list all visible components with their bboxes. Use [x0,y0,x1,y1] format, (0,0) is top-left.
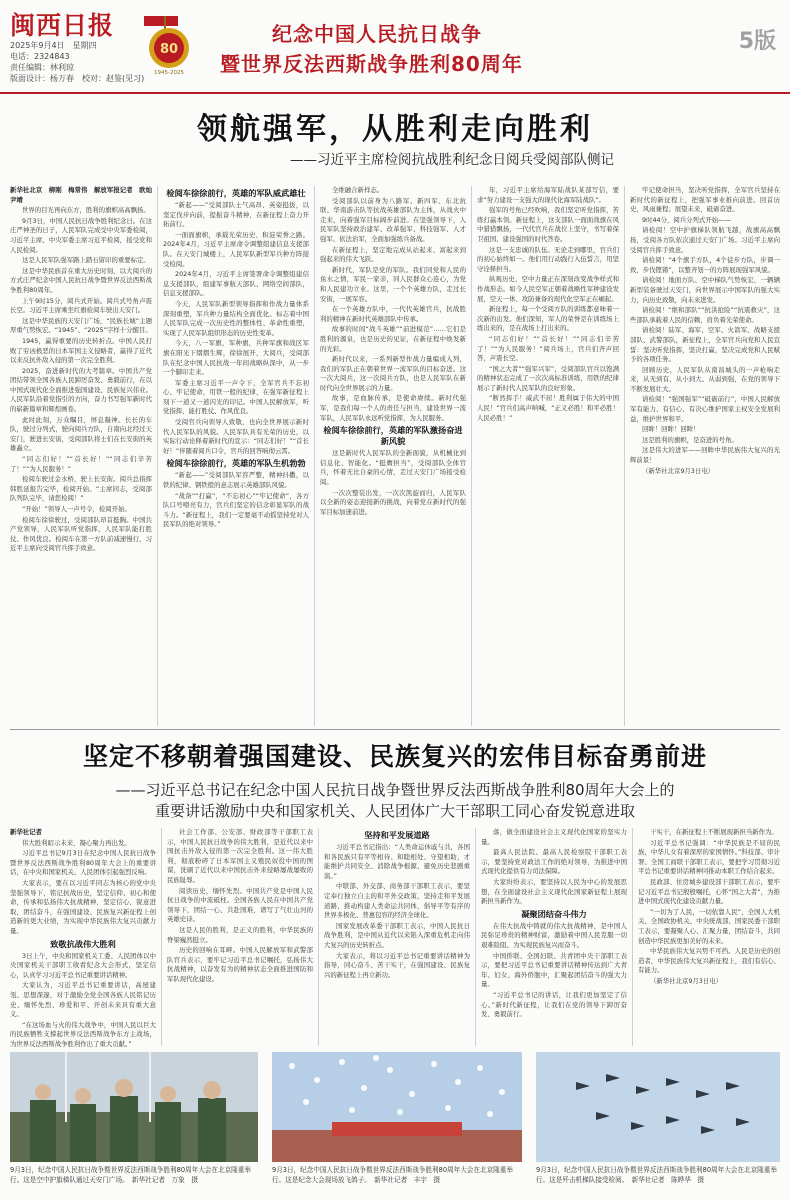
article1-subheading-2: 检阅车徐徐前行，英雄的军队生机勃勃 [166,458,306,469]
paragraph: 受阅官兵向领导人致敬，也向全世界展示新时代人民军队的风貌。人民军队具有光荣的历史，以实际行动诠释着新时代的宣示：“同志们好！”“首长好！”伴随着阅兵口令，官兵的回答响彻云霄。 [163,418,309,455]
paragraph: 3日上午，中央和国家机关工委、人民团体以中央国家机关干部职工收看纪念大会形式，坚定信心，认真学习习近平总书记重要讲话精神。 [10,951,156,979]
paragraph: “战备”“打赢”，“不忘初心”“牢记使命”，各方队口号嘹亮有力，官兵们坚定的信念彰显军队的战斗力。“新征程上，我们一定要毫不动摇坚持党对人民军队的绝对领导。” [163,491,309,529]
article1-column-2 [163,186,309,726]
article2-column-3 [324,828,470,1046]
paragraph: “新起——”受阅部队士气高昂、英姿挺拔，以坚定伐步向前，提振奋斗精神，在新征程上奋力开拓前行。 [163,201,309,229]
paragraph: 习近平总书记9月3日在纪念中国人民抗日战争暨世界反法西斯战争胜利80周年大会上的重要讲话，在中央和国家机关、人民团体引起强烈反响。 [10,849,156,877]
photo-doves [272,1052,522,1162]
paragraph: 新时代，军队是党的军队。我们同党和人民的鱼水之情，军民一家亲，同人民群众心连心，为党和人民建功立业。这里，一个个英雄方队，走过长安街，一展军容。 [320,265,466,303]
paragraph: 大家纷纷表示，要坚持以人民为中心的发展思想，在全面建设社会主义现代化国家新征程上展现新担当新作为。 [481,877,627,906]
phone: 电话：2324843 [10,52,70,61]
publication-meta [10,40,144,84]
section-divider [10,729,780,730]
designer: 版面设计：杨万春 校对：赵鉴(见习) [10,74,145,83]
paragraph: 9月3日，中国人民抗日战争胜利纪念日。在这庄严神圣的日子，人民军队完成受中央军委检阅，习近平主席、中央军委主席习近平检阅，接受党和人民检阅。 [10,216,152,254]
paragraph: 中国侨联、全国妇联、共青团中央干部职工表示，要把习近平总书记重要讲话精神传达到广大青年、妇女、海外侨胞中，汇聚起团结奋斗的强大力量。 [481,951,627,989]
paragraph: 一面面旗帜，承载光荣历史、积淀荣誉之路。2024年4月，习近平主席命令调整组建信息支援部队。在天安门城楼上，人民军队新型军兵种方阵接受检阅。 [163,230,309,268]
paragraph: 中华民族伟大复兴势不可挡。人民是历史的创造者，中华民族伟大复兴新征程上，我们有信心、有能力。 [638,947,780,975]
paragraph: 军委主席习近平一声令下，全军官兵不忘初心、牢记使命，用铁一般的纪律，在强军新征程上刻下一道又一道闪光的印记。中国人民解放军，听党指挥、能打胜仗、作风优良。 [163,378,309,416]
paragraph: 请检阅！“维和部队”“抗洪抢险”“抗震救灾”，这些部队承载着人民的信赖，肩负着光荣使命。 [630,306,780,324]
paragraph: 这是伟大的进军——回眸中华民族伟大复兴的光辉前景！ [630,446,780,465]
paragraph: 检阅车徐徐驶过，受阅部队昂首挺胸。中国共产党领导，人民军队听党指挥，人民军队能打胜仗、作风优良。检阅车在第一方队前减速慢行，习近平主席向受阅官兵挥手致意。 [10,515,152,553]
paragraph: 回顾历史，人民军队从南昌城头的一声枪响走来，从无到有、从小到大、从弱到强，在党的领导下不断发展壮大。 [630,365,780,393]
article1-subheading-1: 检阅车徐徐前行，英雄的军队威武雄壮 [166,188,306,198]
paragraph: “断然挥手！威武不屈！胜利属于伟大的中国人民！”官兵们高声呐喊，“正义必胜！和平必胜！人民必胜！” [477,394,619,422]
paragraph: 国家发展改革委干部职工表示，中国人民抗日战争胜利，是中国从近代以来陷入深重危机走向伟大复兴的历史转折点。 [324,921,470,949]
edition-number: 5版 [738,29,776,54]
article1-subhead: ——习近平主席检阅抗战胜利纪念日阅兵受阅部队侧记 [290,152,614,168]
article1-subheading-3: 检阅车徐徐前行，英雄的军队激扬奋进新风貌 [323,425,463,447]
column-divider [314,186,315,726]
paragraph: 民政部、住房城乡建设部干部职工表示，要牢记习近平总书记殷殷嘱托，心怀“国之大者”，为推进中国式现代化建设贡献力量。 [638,877,780,906]
article1-column-1 [10,186,159,726]
paragraph: “开始！”领导人一声号令，检阅开始。 [22,505,131,513]
anniversary-emblem [142,14,196,76]
paragraph: 在伟大抗战中铸就的伟大抗战精神，是中国人民弥足珍贵的精神财富，激励着中国人民克服一切艰难险阻、为实现民族复兴而奋斗。 [481,921,627,949]
paragraph: 习近平总书记指出：“人类命运休戚与共，各国和各民族只有平等相待、和睦相处、守望相助，才能维护共同安全、消除战争根源、避免历史悲剧重演。” [324,843,470,880]
paragraph: 请检阅！“4个旗手方队，4个徒步方队，步调一致，步伐铿锵”，以整齐划一的方阵展现强军风貌。 [630,256,780,274]
article1-byline: 新华社北京 柳刚 梅常伟 解放军报记者 欧灿 尹靖 [10,186,159,204]
article2-subheading-2: 坚持和平发展道路 [364,830,430,840]
banner-line-2: 暨世界反法西斯战争胜利80周年 [220,52,523,76]
paragraph: “国之大者”“强军兴军”，受阅部队官兵以饱满的精神状态完成了一次次高标准训练，用铁的纪律展示了新时代人民军队的良好形象。 [477,364,619,392]
column-divider [471,186,472,726]
paragraph: “新起——”受阅部队军容严整，精神抖擞，以铁的纪律、钢铁般的意志展示英雄部队风貌。 [163,471,309,490]
article2-subhead-line-1: ——习近平总书记在纪念中国人民抗日战争暨世界反法西斯战争胜利80周年大会上的 [115,781,675,799]
paragraph: 牢记使命担当，坚决听党指挥，全军官兵坚持在新时代的新征程上，把强军事业推向前进。回首历史，风雨兼程；展望未来，砥砺奋进。 [630,186,780,214]
article1-column-5 [630,186,780,726]
article2-column-1 [10,828,156,1046]
banner-line-1: 纪念中国人民抗日战争 [272,22,482,46]
paragraph: 今天，八一军旗，军种旗，兵种军旗和战区军旗在阳光下熠熠生辉，徐徐展开，大阅兵，受阅部队在纪念中国人民抗战一年间战略纵深中，从一步一个脚印走来。 [163,339,309,377]
paragraph: 中联部、外交部、商务部干部职工表示，要坚定奉行独立自主的和平外交政策，坚持走和平发展道路，推动构建人类命运共同体，倡导平等有序的世界多极化、普惠包容的经济全球化。 [324,882,470,920]
paragraph: 最高人民法院、最高人民检察院干部职工表示，要坚持党对政法工作的绝对领导，为推进中国式现代化提供有力司法保障。 [481,848,627,876]
paragraph: 全维融合新样态。 [332,186,384,194]
paragraph: 请检阅！陆军、海军、空军、火箭军、战略支援部队、武警部队，新征程上，全军官兵向党和人民宣誓：坚决听党指挥，坚决打赢，坚决完成党和人民赋予的各项任务。 [630,326,780,364]
paragraph: 请检阅！空中护旗梯队领航飞越，战旗高高飘扬，受阅各方队依次通过天安门广场。习近平主席向受阅官兵挥手致意。 [630,226,780,254]
paragraph: 故事的时间“战斗英雄”“前进模范”……它们是胜利的源泉，也是历史的见证，在新征程中焕发新的光彩。 [320,325,466,353]
paragraph: 强军的号角已经吹响，我们坚定听党指挥，苦练打赢本领。新征程上，这支部队一面面战旗在风中猎猎飘扬，一代代官兵在战位上坚守，书写着保卫祖国、建设强国的时代答卷。 [477,206,619,243]
paragraph: 社会工作部、公安部、财政部等干部职工表示，中国人民抗日战争的伟大胜利，是近代以来中国抗击外敌入侵的第一次完全胜利。这一伟大胜利，彻底粉碎了日本军国主义殖民奴役中国的图谋，洗刷了近代以来中国抗击外来侵略屡战屡败的民族耻辱。 [167,828,313,884]
paragraph: 历史的回响在耳畔。中国人民解放军和武警部队官兵表示，要牢记习近平总书记嘱托，弘扬伟大抗战精神，以奋发有为的精神状态全面推进国防和军队现代化建设。 [167,946,313,983]
paragraph: 受阅部队以前身为八路军、新四军、东北抗联、华南游击队等抗战英雄部队为主体，从战火中走来，向着强军目标阔步前进。在坚强领导下，人民军队坚持政治建军、改革强军、科技强军、人才强军、依法治军，全面加强练兵备战。 [320,196,466,243]
paragraph: 大家认为，习近平总书记重要讲话，高屋建瓴、思想深邃，对于激励全党全国各族人民铭记历史、缅怀先烈、珍爱和平、开创未来具有重大意义。 [10,981,156,1019]
paragraph: 伟大胜利昭示未来，凝心聚力再出发。 [22,838,131,847]
article2-headline: 坚定不移朝着强国建设、民族复兴的宏伟目标奋勇前进 [82,742,707,771]
paragraph: 这是中华民族的天安门广场，“民族长城”主题厚重气势恢宏。“1945”、“2025”字样十分醒目。 [10,316,152,335]
paragraph: “同志们好！”“首长好！”“同志们辛苦了！”“为人民服务！” [10,455,152,473]
paragraph: 这是一支忠诚的队伍。无论走到哪里，官兵们的初心始终如一。他们用行动践行入伍誓言，用坚守诠释担当。 [477,245,619,273]
paragraph: 2025，奋进新时代的大考篇章。中国共产党团结带领全国各族人民踔厉奋发、勇毅前行，在以中国式现代化全面推进强国建设、民族复兴伟业。人民军队沿着党指引的方向，奋力书写强军新时代的崭新篇章和辉煌画卷。 [10,366,152,414]
photo-2-caption: 9月3日，纪念中国人民抗日战争暨世界反法西斯战争胜利80周年大会在北京隆重举行。这是纪念大会现场放飞鸽子。 新华社记者 丰宇 摄 [272,1166,513,1184]
article1-column-4 [477,186,619,726]
paragraph: 纵观历史，空中力量正在深刻改变战争样式和作战形态。如今人民空军正朝着战略性军种建设发展，空天一体、攻防兼备的现代化空军正在崛起。 [477,275,619,303]
paper-name: 闽西日报 [10,11,115,40]
paragraph: “在这场血与火的伟大战争中，中国人民以巨大的民族牺牲支撑起世界反法西斯战争东方主战场，为世界反法西斯战争胜利作出了重大贡献。” [10,1020,156,1048]
column-divider [157,186,158,726]
paragraph: 新征程上，每一个受阅方队的训练都意味着一次新的出发。他们深知，军人的荣誉是在训练场上练出来的，是在战场上打出来的。 [477,305,619,333]
article2-column-4 [481,828,627,1046]
paragraph: 大家表示，将以习近平总书记重要讲话精神为指导，同心奋斗、苦干实干，在强国建设、民族复兴的新征程上再立新功。 [324,951,470,979]
paragraph: 这是人民的胜利，是正义的胜利，中华民族的脊梁巍然挺立。 [167,925,313,944]
column-divider [318,828,319,1046]
paragraph: （新华社北京9月3日电） [642,466,715,475]
issue-date: 2025年9月4日 星期四 [10,41,97,50]
masthead [0,0,790,94]
article2-column-5 [638,828,780,1046]
paragraph: 这是新时代人民军队的全新面貌，从机械化到信息化、智能化。“挺膺担当”，受阅部队全体官兵，怀着无比自豪的心情，走过天安门广场接受检阅。 [320,449,466,487]
paragraph: “同志们好！”“首长好！”“同志们辛苦了！”“为人民服务！”阅兵场上，官兵们齐声回答，声震长空。 [477,334,619,363]
article1-column-3 [320,186,466,726]
paragraph: 这是中华民族首在重大历史时刻，以大阅兵的方式庄严纪念中国人民抗日战争暨世界反法西斯战争胜利80周年。 [10,266,152,294]
editor: 责任编辑：林利琼 [10,63,74,72]
paragraph: 这是人民军队强军路上踏石留印的重要标定。 [22,256,150,265]
paragraph: 落，做全面建设社会主义现代化国家的坚实力量。 [481,828,627,846]
photo-3-caption: 9月3日，纪念中国人民抗日战争暨世界反法西斯战争胜利80周年大会在北京隆重举行。这是歼击机梯队接受检阅。 新华社记者 陈晔华 摄 [536,1166,777,1184]
photo-1-caption: 9月3日，纪念中国人民抗日战争暨世界反法西斯战争胜利80周年大会在北京隆重举行。这是空中护旗梯队通过天安门广场。 新华社记者 万象 摄 [10,1166,251,1184]
photo-aircraft [536,1052,780,1162]
article2-subheading-3: 凝聚团结奋斗伟力 [521,908,587,919]
paragraph: 1945，赢得重要的历史转折点。中国人民打败了穷凶极恶的日本军国主义侵略者，赢得了近代以来反抗外敌入侵的第一次完全胜利。 [10,336,152,365]
paragraph: 这是胜利的旗帜，是奋进的号角。 [642,435,738,444]
paragraph: 今天，人民军队新型领导指挥和作战力量体系深刻重塑，军兵种力量结构全面优化。标志着中国人民军队完成一次历史性的整体性、革命性重塑，实现了人民军队组织形态的历史性变革。 [163,299,309,337]
paragraph: “习近平总书记的讲话，让我们更加坚定了信心。”新时代新征程，让我们在党的领导下踔厉奋发、勇毅前行。 [481,990,627,1019]
paragraph: 请检阅！“强国强军”“砥砺前行”，中国人民解放军有能力、有信心、有决心维护国家主权安全发展利益，维护世界和平。 [630,395,780,423]
column-divider [161,828,162,1046]
paragraph: 习近平总书记强调：“中华民族是不屈的民族，中华儿女有着深厚的家国情怀。”科技部、审计署、全国工商联干部职工表示，要把学习贯彻习近平总书记重要讲话精神同推动本职工作结合起来。 [638,838,780,876]
paragraph: 回眸！回眸！回眸！ [642,425,700,434]
paragraph: 新时代以来，一系列新型作战力量编成入列，我们的军队正在朝着世界一流军队的目标奋进。这一次大阅兵，这一次阅兵方队，也是人民军队在新时代向全世界展示的力量。 [320,355,466,392]
article2-byline: 新华社记者 [10,828,42,836]
emblem-years: 1945-2025 [154,70,184,76]
article2-subheading-1: 致敬抗战伟大胜利 [50,938,116,949]
paragraph: 阅读历史，缅怀先烈。中国共产党是中国人民抗日战争的中流砥柱。全国各族人民在中国共产党领导下，团结一心、共赴国难，谱写了气壮山河的英雄史诗。 [167,886,313,924]
paragraph: 检阅车驶过金水桥，驶上长安街。阅兵总指挥韩胜延报告完毕，检阅开始。“主席同志，受阅部队列队完毕，请您检阅！” [10,475,152,503]
svg-text:80: 80 [159,42,179,57]
paragraph: 世界的目光再向东方，胜利的旗帜高高飘扬。 [22,206,150,215]
column-divider [632,828,633,1046]
column-divider [475,828,476,1046]
photo-honor-guard [10,1052,258,1162]
article2-column-2 [167,828,313,1046]
paragraph: 干实干，在新征程上不断展现新担当新作为。 [650,828,778,836]
paragraph: 故事，是血脉传承，是使命赓续。新时代强军，是我们每一个人的责任与担当，建设世界一流军队，人民军队永远听党指挥，为人民服务。 [320,394,466,422]
paragraph: 请检阅！地面方队、空中梯队气势恢宏，一辆辆新型装备驶过天安门，向世界展示中国军队的强大实力，向历史致敬，向未来进发。 [630,276,780,304]
paragraph: 2024年4月，习近平主席签署命令调整组建信息支援部队，组建军事航天部队、网络空间部队，信息支援部队。 [163,270,309,298]
paragraph: 一次次整装出发，一次次凯旋而归，人民军队以全新的姿态迎接新的挑战，向着党在新时代的强军目标加速前进。 [320,488,466,516]
paragraph: 在一个英雄方队中，一代代英雄官兵，抗战胜利的精神在新时代英雄部队中传承。 [320,305,466,323]
paragraph: 上午9时15分，阅兵式开始。阅兵式号角声震长空。习近平主席乘坐红旗检阅车驶出天安门。 [10,296,152,315]
paragraph: 年，习近平主席给海军陆战队某部写信，要求“努力建设一支强大的现代化海军陆战队”。 [477,186,619,204]
paragraph: “一切为了人民，一切依靠人民”，全国人大机关、全国政协机关、中央统战部、国家民委干部职工表示，要凝聚人心、汇聚力量，团结奋斗，共同创造中华民族更加美好的未来。 [638,907,780,945]
paragraph: 大家表示，要在以习近平同志为核心的党中央坚强领导下，铭记抗战历史，坚定信仰、初心和使命，传承和弘扬伟大抗战精神，坚定信心，锐意进取，团结奋斗，在强国建设、民族复兴新征程上创造新的更大业绩，为实现中华民族伟大复兴贡献力量。 [10,878,156,935]
article2-subhead-line-2: 重要讲话激励中央和国家机关、人民团体广大干部职工同心奋发锐意进取 [154,802,635,820]
article1-headline: 领航强军，从胜利走向胜利 [197,112,593,147]
emblem-flag [144,16,178,26]
paragraph: 此时此刻，万众瞩目，屏息凝神。长长的车队，驶过分列式，驶向阅兵方队，自南向北经过天安门，驶进长安街，受阅部队将士们在长安街的英雄矗立。 [10,415,152,453]
paragraph: 9时44分，阅兵分列式开始—— [642,215,731,224]
paragraph: 在新征程上，坚定地完成从站起来、富起来到强起来的伟大飞跃。 [320,245,466,264]
paragraph: （新华社北京9月3日电） [650,976,723,985]
column-divider [624,186,625,726]
